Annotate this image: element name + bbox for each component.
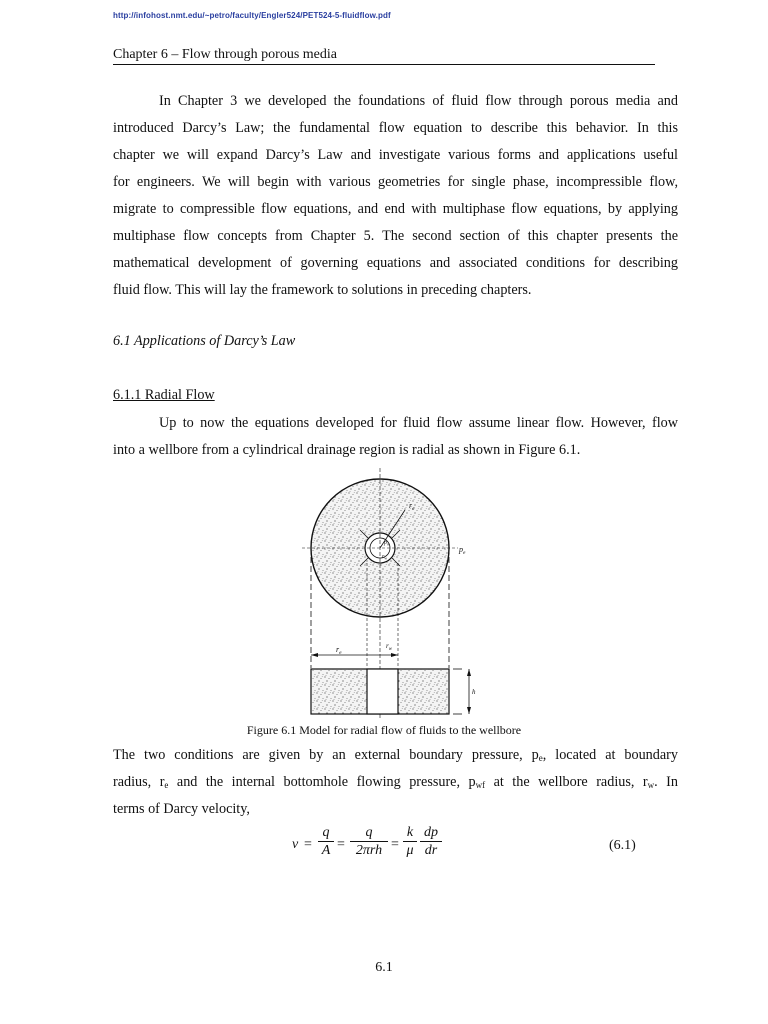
radial-flow-diagram	[300, 468, 486, 720]
equation-6-1	[292, 824, 452, 870]
eq-frac-q-a: $\frac{q}{A}$	[318, 824, 334, 860]
chapter-title: Chapter 6 – Flow through porous media	[113, 47, 655, 65]
intro-line: for engineers. We will begin with various geometries for single phase, incompressible flow,	[113, 174, 678, 190]
intro-paragraph	[113, 88, 678, 304]
radial-paragraph	[113, 410, 678, 464]
section-title: 6.1 Applications of Darcy’s Law	[113, 333, 296, 349]
conditions-line-3: terms of Darcy velocity,	[113, 801, 250, 817]
re-label: $r_e$	[409, 501, 415, 512]
radial-line: Up to now the equations developed for fluid flow assume linear flow. However, flow	[159, 415, 678, 431]
conditions-line-1: The two conditions are given by an external boundary pressure, $p_e$, located at boundary	[113, 747, 678, 763]
intro-line: migrate to compressible flow equations, and end with multiphase flow equations, by applying	[113, 201, 678, 217]
eq-frac-k-mu: $\frac{k}{\mu}$	[403, 824, 417, 860]
equation-number: (6.1)	[609, 838, 636, 853]
eq-equals: =	[337, 837, 345, 852]
pe-label: $p_e$	[459, 545, 466, 556]
subsection-title: 6.1.1 Radial Flow	[113, 387, 215, 403]
intro-line: chapter we will expand Darcy’s Law and investigate various forms and applications useful	[113, 147, 678, 163]
conditions-line-2: radius, $r_e$ and the internal bottomhole flowing pressure, $p_{wf}$ at the wellbore radius, $r_w$. In	[113, 774, 678, 790]
eq-frac-q-2pirh: q 2πrh	[350, 824, 388, 860]
re-dim-label: $r_e$	[336, 645, 342, 656]
intro-line: mathematical development of governing equations and associated conditions for describing	[113, 255, 678, 271]
eq-equals: =	[391, 837, 399, 852]
figure-caption: Figure 6.1 Model for radial flow of fluids to the wellbore	[246, 723, 522, 737]
intro-line: fluid flow. This will lay the framework to solutions in preceding chapters.	[113, 282, 532, 298]
intro-line: introduced Darcy’s Law; the fundamental flow equation to describe this behavior. In this	[113, 120, 678, 136]
eq-equals: =	[304, 837, 312, 852]
intro-line: In Chapter 3 we developed the foundations of fluid flow through porous media and	[159, 93, 678, 109]
radial-line: into a wellbore from a cylindrical drainage region is radial as shown in Figure 6.1.	[113, 442, 581, 458]
pw-label: $p_w$	[384, 540, 390, 547]
intro-line: multiphase flow concepts from Chapter 5. The second section of this chapter presents the	[113, 228, 678, 244]
eq-lhs: v	[292, 837, 299, 852]
conditions-paragraph	[113, 742, 678, 823]
rw-dim-label: $r_w$	[386, 642, 393, 652]
page-number: 6.1	[375, 960, 393, 975]
rw-label: $r_w$	[382, 554, 388, 561]
radial-flow-figure	[300, 468, 486, 720]
eq-frac-dp-dr: $\frac{dp}{dr}$	[420, 824, 442, 860]
source-url[interactable]: http://infohost.nmt.edu/~petro/faculty/Engler524/PET524-5-fluidflow.pdf	[113, 11, 391, 20]
h-label: h	[472, 688, 476, 696]
